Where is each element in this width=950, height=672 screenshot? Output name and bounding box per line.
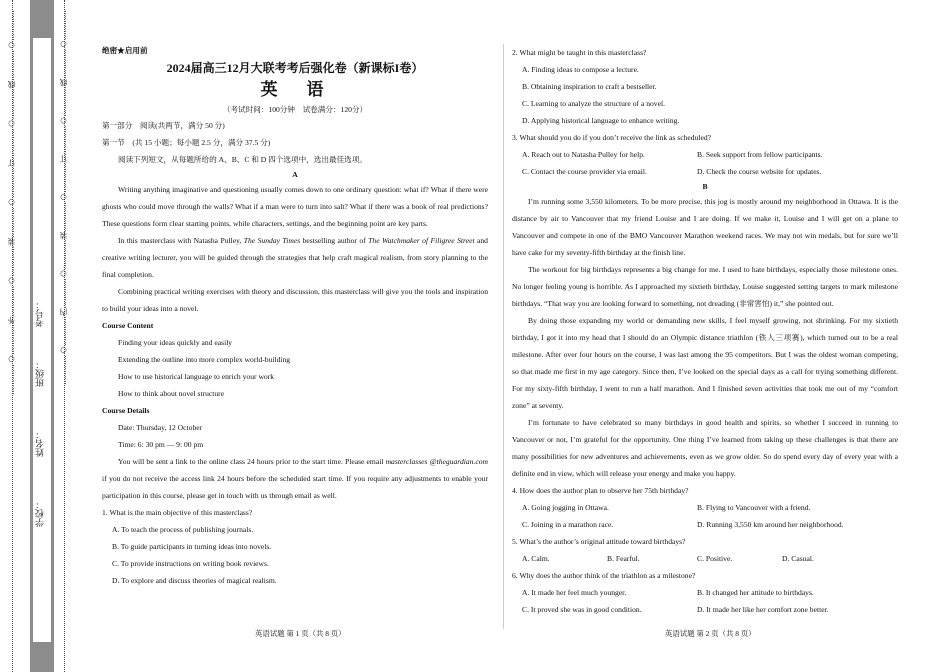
course-time: Time: 6: 30 pm — 9: 00 pm [118,440,204,449]
question-2: 2. What might be taught in this masterclass? [512,48,647,57]
passage-b-paragraph: The workout for big birthdays represents a big change for me. I used to hate birthdays, especially those milestone ones. No longer feeling young is horrible. As I approached my sixtieth birthday, Louise suggested setting targets to mark milestone birthdays. “That way you are looking forward to something, not dreading (非常害怕) it,” she pointed out. [512,265,898,308]
options-row [512,601,898,618]
options-row [512,516,898,533]
passage-label-b: B [702,182,708,191]
option: A. To teach the process of publishing journals. [112,525,254,534]
option: B. Obtaining inspiration to craft a bestseller. [522,82,657,91]
field-school: 学校： [36,500,46,527]
option: A. It made her feel much younger. [522,588,627,597]
option: B. Seek support from fellow participants. [697,150,823,159]
option: A. Calm. [522,554,550,563]
option: B. Fearful. [607,554,640,563]
list-item: How to think about novel structure [118,389,225,398]
option: D. It made her like her comfort zone better. [697,605,829,614]
option: C. Learning to analyze the structure of a novel. [522,99,665,108]
passage-a-paragraph: In this masterclass with Natasha Pulley, The Sunday Times bestselling author of The Watchmaker of Filigree Street and creative writing lecturer, you will be guided through the strategies that help craft magical realism, from story planning to the final completion. [102,236,488,279]
page-2 [512,44,898,618]
option: B. It changed her attitude to birthdays. [697,588,814,597]
page-2-footer: 英语试题 第 2 页（共 8 页） [665,629,756,638]
exam-title: 2024届高三12月大联考考后强化卷（新课标I卷） [166,61,424,75]
option: A. Reach out to Natasha Pulley for help. [522,150,645,159]
instruction: 阅读下列短文，从每题所给的 A、B、C 和 D 四个选项中，选出最佳选项。 [118,155,367,164]
list-item: Finding your ideas quickly and easily [118,338,233,347]
exam-info: （考试时间：100分钟 试卷满分：120分） [222,105,368,114]
inner-seal-text: …………○…………内…………○…………装…………○…………订…………○…………线…………○………… [59,10,68,385]
question-1: 1. What is the main objective of this masterclass? [102,508,253,517]
passage-label-a: A [292,170,298,179]
option: C. It proved she was in good condition. [522,605,642,614]
question-3: 3. What should you do if you don’t receive the link as scheduled? [512,133,712,142]
field-name: 姓名： [36,430,46,457]
option: A. Finding ideas to compose a lecture. [522,65,639,74]
section-heading: 第一节 (共 15 小题；每小题 2.5 分，满分 37.5 分) [102,138,271,147]
question-5: 5. What’s the author’s original attitude toward birthdays? [512,537,686,546]
option: D. Check the course website for updates. [697,167,822,176]
page-1 [102,44,488,589]
question-6: 6. Why does the author think of the triathlon as a milestone? [512,571,696,580]
option: A. Going jogging in Ottawa. [522,503,609,512]
course-content-heading: Course Content [102,321,154,330]
option: D. Casual. [782,554,814,563]
option: B. To guide participants in turning ideas into novels. [112,542,272,551]
option: C. To provide instructions on writing book reviews. [112,559,269,568]
options-row [512,550,898,567]
course-date: Date: Thursday, 12 October [118,423,203,432]
option: C. Positive. [697,554,733,563]
option: D. Applying historical language to enhance writing. [522,116,680,125]
part-heading: 第一部分 阅读(共两节，满分 50 分) [102,121,225,130]
passage-b-paragraph: I’m fortunate to have celebrated so many birthdays in good health and spirits, so whether I succeed in running to Vancouver or not, I’m grateful for the opportunity. One thing I’ve learned from taking up these challenges is that there are many possibilities for new adventures and achievements, even as we grow older. So do spend every day of every year with a definite end in view, which will release your energy and make you happy. [512,418,898,478]
field-class: 班级： [36,360,46,387]
options-row [512,146,898,163]
secret-mark: 绝密★启用前 [102,46,148,55]
passage-a-paragraph: Combining practical writing exercises with theory and discussion, this masterclass will give you the tools and inspiration to build your ideas into a novel. [102,287,488,313]
binding-strip [30,0,54,672]
field-exam-number: 考号： [36,300,46,327]
option: D. To explore and discuss theories of magical realism. [112,576,277,585]
list-item: Extending the outline into more complex world-building [118,355,291,364]
outer-seal-text: …………○…………外…………○…………装…………○…………订…………○…………线…………○………… [7,10,16,395]
option: D. Running 3,550 km around her neighborhood. [697,520,844,529]
course-details-heading: Course Details [102,406,150,415]
passage-b-paragraph: By doing those expanding my world or demanding new skills, I feel myself growing, not shrinking. For my sixtieth birthday, I got it into my head that I should do an Olympic distance triathlon (铁人三项赛), which turned out to be a real milestone. After over four hours on the course, I was last among the 95 competitors. But I was the oldest woman competing, so that made me first in my age category. Since then, I’ve looked on the special days as a call for trying something different. For my sixty-fifth birthday, I went to run a half marathon. And I finished seven activities that took me out of my “comfort zone” at seventy. [512,316,898,410]
subject-title: 英 语 [260,80,330,99]
binding-margin [0,0,84,672]
passage-a-paragraph: Writing anything imaginative and questioning usually comes down to one ordinary question: what if? What if there were ghosts who could move through the walls? What if a man were to turn into salt? What if there was a book of real predictions? These questions form clear starting points, while characters, settings, and the beginning point are key parts. [102,185,488,228]
page-divider [503,44,504,629]
options-row [512,163,898,180]
option: B. Flying to Vancouver with a friend. [697,503,811,512]
list-item: How to use historical language to enrich your work [118,372,275,381]
option: C. Joining in a marathon race. [522,520,614,529]
option: C. Contact the course provider via email. [522,167,647,176]
question-4: 4. How does the author plan to observe her 75th birthday? [512,486,689,495]
page-1-footer: 英语试题 第 1 页（共 8 页） [255,629,346,638]
passage-b-paragraph: I’m running some 3,550 kilometers. To be more precise, this jog is mostly around my neighborhood in Ottawa. It is the distance by air to Vancouver that my friend Louise and I are doing. If we make it, Louise and I will get on a plane to Vancouver and compete in one of the BMO Vancouver Marathon weekend races. We may not win medals, but for sure we’ll have cake for my seventy-fifth birthday at the finish line. [512,197,898,257]
passage-a-paragraph: You will be sent a link to the online class 24 hours prior to the start time. Please email masterclasses @theguardian.com if you do not receive the access link 24 hours before the scheduled start time. If you require any adjustments to enable your participation in this course, please get in touch with us through email as well. [102,457,489,500]
options-row [512,499,898,516]
options-row [512,584,898,601]
